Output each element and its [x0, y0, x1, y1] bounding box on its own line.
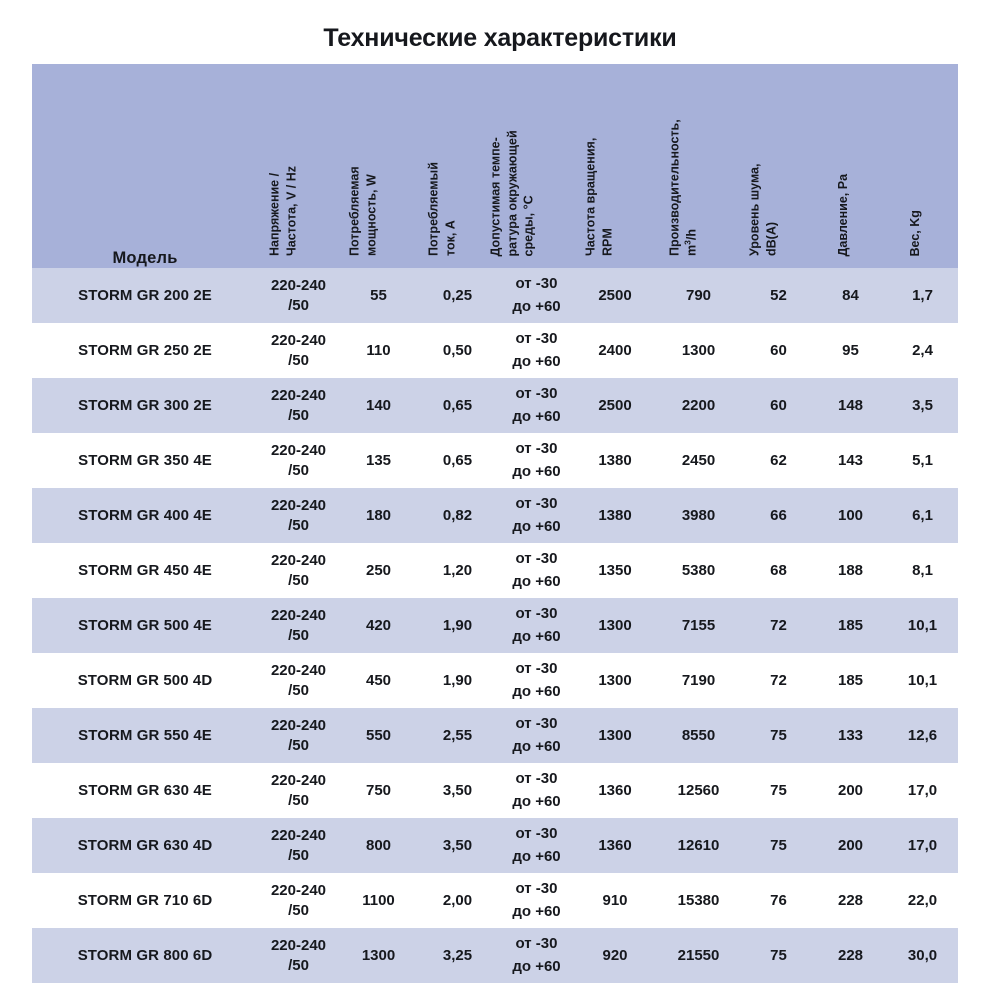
cell-rpm: 1300: [576, 598, 654, 653]
cell-airflow: 3980: [654, 488, 743, 543]
cell-temperature: [497, 433, 576, 488]
cell-current: 1,20: [418, 543, 497, 598]
cell-temperature: [497, 378, 576, 433]
airflow-unit: $m^3/h$: [681, 229, 698, 256]
cell-noise: 52: [743, 268, 814, 323]
cell-model: STORM GR 400 4E: [32, 488, 258, 543]
cell-voltage: [258, 268, 339, 323]
column-header-weight: [887, 64, 958, 268]
cell-weight: 12,6: [887, 708, 958, 763]
column-header-pressure-rotated: Давление, Pa: [835, 173, 850, 256]
cell-temperature-line1: от -30: [515, 770, 558, 787]
specifications-table: [32, 64, 958, 983]
cell-rpm: 1380: [576, 488, 654, 543]
cell-noise: 75: [743, 708, 814, 763]
cell-voltage-line1: 220-240: [270, 772, 327, 790]
cell-temperature-line2: до +60: [512, 847, 561, 865]
cell-voltage-line1: 220-240: [270, 387, 327, 405]
cell-noise: 75: [743, 818, 814, 873]
table-row: [32, 268, 958, 323]
cell-current: 0,25: [418, 268, 497, 323]
cell-weight: 22,0: [887, 873, 958, 928]
cell-model: STORM GR 550 4E: [32, 708, 258, 763]
cell-voltage-line1: 220-240: [270, 497, 327, 515]
cell-airflow: 12560: [654, 763, 743, 818]
cell-current: 3,50: [418, 763, 497, 818]
cell-pressure: 200: [814, 818, 887, 873]
table-body: [32, 268, 958, 983]
cell-pressure: 148: [814, 378, 887, 433]
cell-power: 250: [339, 543, 418, 598]
cell-power: 420: [339, 598, 418, 653]
cell-noise: 68: [743, 543, 814, 598]
cell-model: STORM GR 200 2E: [32, 268, 258, 323]
cell-voltage: [258, 543, 339, 598]
cell-current: 0,82: [418, 488, 497, 543]
column-header-weight-rotated: Вес, Kg: [907, 209, 922, 256]
table-row: [32, 433, 958, 488]
cell-pressure: 100: [814, 488, 887, 543]
table-row: [32, 818, 958, 873]
cell-power: 1100: [339, 873, 418, 928]
cell-current: 2,55: [418, 708, 497, 763]
cell-power: 450: [339, 653, 418, 708]
cell-power: 750: [339, 763, 418, 818]
cell-pressure: 143: [814, 433, 887, 488]
cell-noise: 62: [743, 433, 814, 488]
cell-power: 550: [339, 708, 418, 763]
cell-airflow: 8550: [654, 708, 743, 763]
cell-current: 0,65: [418, 433, 497, 488]
cell-rpm: 1300: [576, 653, 654, 708]
spec-table-container: [32, 64, 958, 983]
cell-voltage: [258, 763, 339, 818]
cell-rpm: 1300: [576, 708, 654, 763]
column-header-airflow-rotated: Производительность, $m^3/h$: [667, 119, 698, 256]
cell-temperature-line2: до +60: [512, 297, 561, 315]
cell-voltage-line2: /50: [288, 406, 309, 424]
cell-pressure: 228: [814, 873, 887, 928]
cell-temperature: [497, 488, 576, 543]
cell-voltage-line2: /50: [288, 461, 309, 479]
cell-current: 3,50: [418, 818, 497, 873]
cell-voltage-line2: /50: [288, 571, 309, 589]
cell-power: 800: [339, 818, 418, 873]
cell-rpm: 1380: [576, 433, 654, 488]
cell-power: 180: [339, 488, 418, 543]
cell-temperature-line1: от -30: [515, 330, 558, 347]
table-row: [32, 323, 958, 378]
cell-temperature-line1: от -30: [515, 605, 558, 622]
cell-voltage-line1: 220-240: [270, 607, 327, 625]
cell-temperature-line1: от -30: [515, 550, 558, 567]
cell-temperature-line1: от -30: [515, 935, 558, 952]
cell-voltage-line1: 220-240: [270, 937, 327, 955]
cell-pressure: 200: [814, 763, 887, 818]
cell-rpm: 1360: [576, 818, 654, 873]
cell-power: 135: [339, 433, 418, 488]
table-row: [32, 763, 958, 818]
cell-temperature-line1: от -30: [515, 660, 558, 677]
cell-pressure: 95: [814, 323, 887, 378]
cell-rpm: 910: [576, 873, 654, 928]
cell-rpm: 2400: [576, 323, 654, 378]
cell-voltage: [258, 598, 339, 653]
cell-model: STORM GR 250 2E: [32, 323, 258, 378]
cell-voltage-line1: 220-240: [270, 332, 327, 350]
cell-model: STORM GR 710 6D: [32, 873, 258, 928]
cell-temperature-line2: до +60: [512, 682, 561, 700]
cell-current: 2,00: [418, 873, 497, 928]
cell-airflow: 2450: [654, 433, 743, 488]
cell-voltage-line1: 220-240: [270, 277, 327, 295]
cell-noise: 75: [743, 928, 814, 983]
table-row: [32, 378, 958, 433]
column-header-power: [339, 64, 418, 268]
cell-voltage-line2: /50: [288, 351, 309, 369]
cell-voltage-line1: 220-240: [270, 662, 327, 680]
column-header-voltage: [258, 64, 339, 268]
cell-model: STORM GR 500 4E: [32, 598, 258, 653]
cell-rpm: 2500: [576, 268, 654, 323]
cell-pressure: 228: [814, 928, 887, 983]
cell-pressure: 188: [814, 543, 887, 598]
cell-voltage: [258, 488, 339, 543]
cell-temperature-line2: до +60: [512, 902, 561, 920]
cell-weight: 1,7: [887, 268, 958, 323]
cell-temperature-line1: от -30: [515, 440, 558, 457]
cell-voltage: [258, 323, 339, 378]
cell-temperature-line2: до +60: [512, 517, 561, 535]
cell-voltage: [258, 433, 339, 488]
column-header-noise-rotated: Уровень шума, dB(A): [747, 163, 778, 256]
cell-rpm: 1360: [576, 763, 654, 818]
cell-model: STORM GR 350 4E: [32, 433, 258, 488]
column-header-power-rotated: Потребляемая мощность, W: [347, 166, 378, 256]
cell-weight: 17,0: [887, 818, 958, 873]
cell-current: 0,50: [418, 323, 497, 378]
column-header-temperature-rotated: Допустимая темпе- ратура окружающей среды, °С: [487, 129, 535, 256]
cell-temperature: [497, 268, 576, 323]
cell-temperature-line1: от -30: [515, 715, 558, 732]
cell-weight: 5,1: [887, 433, 958, 488]
cell-voltage-line2: /50: [288, 296, 309, 314]
cell-temperature-line2: до +60: [512, 352, 561, 370]
column-header-voltage-rotated: Напряжение / Частота, V / Hz: [267, 165, 298, 256]
column-header-model: [32, 64, 258, 268]
cell-temperature: [497, 323, 576, 378]
cell-pressure: 185: [814, 598, 887, 653]
cell-pressure: 185: [814, 653, 887, 708]
table-row: [32, 543, 958, 598]
cell-temperature-line1: от -30: [515, 825, 558, 842]
cell-airflow: 7190: [654, 653, 743, 708]
cell-airflow: 15380: [654, 873, 743, 928]
cell-voltage-line2: /50: [288, 516, 309, 534]
cell-weight: 3,5: [887, 378, 958, 433]
cell-voltage: [258, 928, 339, 983]
cell-voltage: [258, 873, 339, 928]
cell-temperature: [497, 708, 576, 763]
column-header-pressure: [814, 64, 887, 268]
cell-temperature: [497, 543, 576, 598]
header-row: [32, 64, 958, 268]
cell-power: 55: [339, 268, 418, 323]
cell-noise: 60: [743, 323, 814, 378]
cell-airflow: 790: [654, 268, 743, 323]
cell-voltage: [258, 378, 339, 433]
page-title: Технические характеристики: [323, 24, 677, 52]
cell-rpm: 1350: [576, 543, 654, 598]
table-row: [32, 488, 958, 543]
cell-voltage-line2: /50: [288, 901, 309, 919]
cell-model: STORM GR 300 2E: [32, 378, 258, 433]
cell-voltage-line2: /50: [288, 791, 309, 809]
table-row: [32, 873, 958, 928]
cell-temperature: [497, 928, 576, 983]
cell-current: 1,90: [418, 598, 497, 653]
cell-noise: 75: [743, 763, 814, 818]
cell-weight: 2,4: [887, 323, 958, 378]
cell-voltage-line1: 220-240: [270, 552, 327, 570]
table-row: [32, 598, 958, 653]
table-row: [32, 928, 958, 983]
cell-temperature: [497, 818, 576, 873]
cell-current: 1,90: [418, 653, 497, 708]
cell-power: 110: [339, 323, 418, 378]
cell-model: STORM GR 630 4D: [32, 818, 258, 873]
cell-airflow: 1300: [654, 323, 743, 378]
cell-current: 3,25: [418, 928, 497, 983]
cell-current: 0,65: [418, 378, 497, 433]
table-row: [32, 653, 958, 708]
column-header-model-label: Модель: [112, 249, 178, 267]
column-header-noise: [743, 64, 814, 268]
cell-model: STORM GR 800 6D: [32, 928, 258, 983]
cell-temperature-line1: от -30: [515, 495, 558, 512]
cell-weight: 30,0: [887, 928, 958, 983]
cell-pressure: 133: [814, 708, 887, 763]
cell-temperature-line2: до +60: [512, 957, 561, 975]
table-row: [32, 708, 958, 763]
cell-temperature-line1: от -30: [515, 275, 558, 292]
cell-voltage-line2: /50: [288, 736, 309, 754]
cell-airflow: 7155: [654, 598, 743, 653]
cell-noise: 60: [743, 378, 814, 433]
cell-airflow: 5380: [654, 543, 743, 598]
cell-voltage-line2: /50: [288, 956, 309, 974]
cell-temperature-line2: до +60: [512, 572, 561, 590]
cell-noise: 72: [743, 653, 814, 708]
column-header-rpm: [576, 64, 654, 268]
column-header-current: [418, 64, 497, 268]
cell-voltage: [258, 653, 339, 708]
cell-noise: 76: [743, 873, 814, 928]
column-header-airflow: [654, 64, 743, 268]
cell-weight: 17,0: [887, 763, 958, 818]
cell-model: STORM GR 630 4E: [32, 763, 258, 818]
cell-voltage-line1: 220-240: [270, 827, 327, 845]
cell-pressure: 84: [814, 268, 887, 323]
cell-airflow: 12610: [654, 818, 743, 873]
cell-noise: 72: [743, 598, 814, 653]
cell-voltage: [258, 708, 339, 763]
cell-temperature: [497, 653, 576, 708]
cell-voltage-line1: 220-240: [270, 442, 327, 460]
column-header-rpm-rotated: Частота вращения, RPM: [583, 137, 614, 256]
cell-temperature-line1: от -30: [515, 385, 558, 402]
cell-weight: 10,1: [887, 598, 958, 653]
cell-temperature: [497, 763, 576, 818]
cell-noise: 66: [743, 488, 814, 543]
cell-weight: 6,1: [887, 488, 958, 543]
cell-power: 1300: [339, 928, 418, 983]
cell-rpm: 920: [576, 928, 654, 983]
cell-weight: 8,1: [887, 543, 958, 598]
cell-rpm: 2500: [576, 378, 654, 433]
column-header-temperature: [487, 64, 576, 268]
cell-voltage-line2: /50: [288, 846, 309, 864]
cell-airflow: 21550: [654, 928, 743, 983]
table-header: [32, 64, 958, 268]
cell-temperature: [497, 598, 576, 653]
cell-temperature-line2: до +60: [512, 737, 561, 755]
cell-temperature-line2: до +60: [512, 407, 561, 425]
cell-voltage: [258, 818, 339, 873]
cell-voltage-line2: /50: [288, 681, 309, 699]
cell-weight: 10,1: [887, 653, 958, 708]
cell-voltage-line2: /50: [288, 626, 309, 644]
cell-voltage-line1: 220-240: [270, 717, 327, 735]
cell-temperature: [497, 873, 576, 928]
cell-voltage-line1: 220-240: [270, 882, 327, 900]
cell-temperature-line2: до +60: [512, 627, 561, 645]
cell-temperature-line2: до +60: [512, 462, 561, 480]
cell-model: STORM GR 450 4E: [32, 543, 258, 598]
cell-temperature-line1: от -30: [515, 880, 558, 897]
cell-temperature-line2: до +60: [512, 792, 561, 810]
cell-power: 140: [339, 378, 418, 433]
cell-airflow: 2200: [654, 378, 743, 433]
cell-model: STORM GR 500 4D: [32, 653, 258, 708]
column-header-current-rotated: Потребляемый ток, A: [426, 162, 457, 256]
